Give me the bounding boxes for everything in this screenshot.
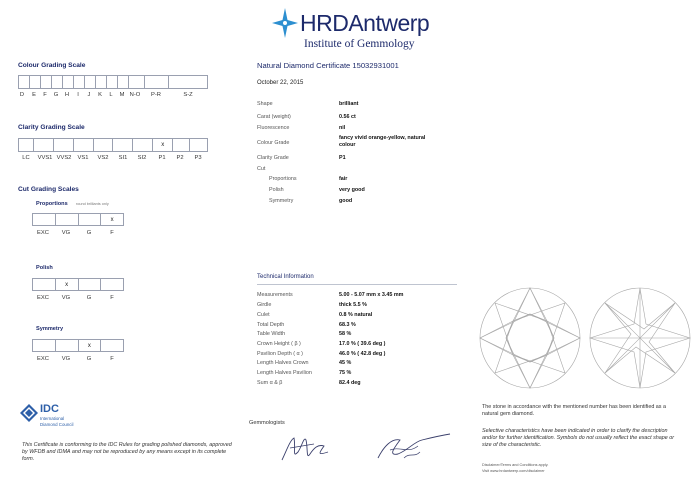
- clarity-cell: [94, 139, 114, 151]
- polish-cell: [101, 279, 124, 290]
- colour-label: H: [64, 92, 70, 98]
- proportions-grid: [32, 213, 124, 226]
- clarity-label: VS1: [77, 155, 89, 161]
- colour-cell: [85, 76, 96, 88]
- colour-scale-title: Colour Grading Scale: [18, 62, 86, 69]
- tech-key: Table Width: [257, 331, 286, 337]
- colour-cell: [19, 76, 30, 88]
- tech-value: 17.0 % ( 39.6 deg ): [339, 341, 386, 347]
- clarity-label: P1: [158, 155, 166, 161]
- clarity-scale-grid: [18, 138, 208, 152]
- tech-key: Culet: [257, 312, 270, 318]
- colour-cell: [169, 76, 208, 88]
- detail-value: very good: [339, 187, 365, 193]
- detail-key: Cut: [257, 166, 266, 172]
- symmetry-cell-marked: [79, 340, 102, 351]
- colour-scale-grid: [18, 75, 208, 89]
- certificate-title: Natural Diamond Certificate 15032931001: [257, 61, 399, 70]
- cut-scales-title: Cut Grading Scales: [18, 186, 79, 193]
- colour-label: D: [19, 92, 25, 98]
- clarity-cell: [113, 139, 133, 151]
- clarity-scale-title: Clarity Grading Scale: [18, 124, 85, 131]
- colour-label: L: [109, 92, 113, 98]
- colour-grade-value: fancy vivid orange-yellow, natural colour: [339, 135, 426, 148]
- proportions-mark: x: [110, 217, 114, 223]
- detail-value: fair: [339, 176, 348, 182]
- proportions-note: round brilliants only: [76, 202, 109, 206]
- detail-key: Symmetry: [269, 198, 294, 204]
- clarity-label: SI2: [137, 155, 147, 161]
- logo-text: HRDAntwerp: [300, 10, 430, 36]
- certificate-date: October 22, 2015: [257, 80, 304, 86]
- tech-key: Total Depth: [257, 322, 285, 328]
- tech-value: 46.0 % ( 42.8 deg ): [339, 351, 386, 357]
- signature-2: [374, 428, 454, 466]
- symmetry-mark: x: [87, 343, 91, 349]
- clarity-cell: [74, 139, 94, 151]
- gemmologists-label: Gemmologists: [249, 420, 285, 426]
- tech-value: 0.8 % natural: [339, 312, 373, 318]
- colour-cell: [118, 76, 129, 88]
- detail-value: 0.56 ct: [339, 114, 356, 120]
- disclaimer-text: Disclaimer/Terms and Conditions apply.: [482, 463, 549, 467]
- symmetry-cell: [33, 340, 56, 351]
- clarity-mark: x: [161, 142, 165, 148]
- idc-statement: This Certificate is conforming to the IDC Rules for grading polished diamonds, approved by WFDB and IDMA and may not be reproduced by any means except in its complete form.: [22, 442, 232, 462]
- detail-value: good: [339, 198, 353, 204]
- logo-subtitle: Institute of Gemmology: [304, 38, 415, 50]
- colour-cell: [96, 76, 107, 88]
- proportions-title: Proportions: [36, 201, 68, 207]
- diamond-pavilion-diagram: [588, 286, 692, 390]
- clarity-label: VVS2: [56, 155, 72, 161]
- tech-value: 45 %: [339, 360, 352, 366]
- tech-key: Length Halves Pavilion: [257, 370, 312, 376]
- colour-cell: [52, 76, 63, 88]
- proportions-cell-marked: [101, 214, 124, 225]
- polish-grid: [32, 278, 124, 291]
- tech-value: 75 %: [339, 370, 352, 376]
- colour-label: G: [53, 92, 59, 98]
- symmetry-cell: [56, 340, 79, 351]
- cut-label: F: [110, 295, 114, 301]
- tech-value: 5.00 - 5.07 mm x 3.45 mm: [339, 292, 404, 298]
- tech-key: Pavilion Depth ( α ): [257, 351, 303, 357]
- clarity-label: SI1: [118, 155, 128, 161]
- clarity-cell: [34, 139, 54, 151]
- colour-label: M: [119, 92, 125, 98]
- cut-label: F: [110, 230, 114, 236]
- clarity-cell-marked: [153, 139, 173, 151]
- colour-label: I: [77, 92, 79, 98]
- technical-divider: [257, 284, 457, 285]
- clarity-cell: [173, 139, 190, 151]
- polish-cell-marked: [56, 279, 79, 290]
- cut-label: F: [110, 356, 114, 362]
- technical-title: Technical Information: [257, 274, 314, 280]
- cut-label: VG: [61, 295, 71, 301]
- tech-value: 58 %: [339, 331, 352, 337]
- cut-label: EXC: [37, 356, 49, 362]
- colour-cell: [30, 76, 41, 88]
- hrd-logo: [272, 8, 452, 52]
- signature-1: [278, 430, 334, 466]
- detail-key: Proportions: [269, 176, 297, 182]
- proportions-cell: [33, 214, 56, 225]
- colour-label: F: [43, 92, 47, 98]
- colour-cell: [107, 76, 118, 88]
- cut-label: G: [86, 230, 92, 236]
- cut-label: VG: [61, 230, 71, 236]
- diamond-crown-diagram: [478, 286, 582, 390]
- clarity-label: VS2: [97, 155, 109, 161]
- star-icon: [272, 8, 298, 38]
- idc-diamond-icon: [20, 404, 38, 422]
- colour-label: J: [87, 92, 91, 98]
- proportions-cell: [79, 214, 102, 225]
- tech-value: thick 5.5 %: [339, 302, 367, 308]
- identification-note: The stone in accordance with the mentioned number has been identified as a natural gem diamond.: [482, 404, 666, 417]
- clarity-cell: [54, 139, 74, 151]
- colour-label: E: [32, 92, 36, 98]
- detail-key: Carat (weight): [257, 114, 291, 120]
- colour-cell: [129, 76, 145, 88]
- detail-key: Fluorescence: [257, 125, 290, 131]
- colour-cell: [63, 76, 74, 88]
- clarity-label: P3: [194, 155, 202, 161]
- symmetry-title: Symmetry: [36, 326, 64, 332]
- detail-key: Clarity Grade: [257, 155, 289, 161]
- tech-key: Length Halves Crown: [257, 360, 309, 366]
- tech-key: Sum α & β: [257, 380, 283, 386]
- proportions-cell: [56, 214, 79, 225]
- cut-label: VG: [61, 356, 71, 362]
- clarity-label: VVS1: [37, 155, 53, 161]
- detail-value: brilliant: [339, 101, 359, 107]
- clarity-label: LC: [22, 155, 30, 161]
- cut-label: G: [86, 295, 92, 301]
- tech-key: Measurements: [257, 292, 293, 298]
- detail-value: nil: [339, 125, 346, 131]
- colour-label: K: [98, 92, 102, 98]
- clarity-label: P2: [176, 155, 184, 161]
- colour-label: P-R: [151, 92, 161, 98]
- tech-value: 68.3 %: [339, 322, 356, 328]
- detail-key: Polish: [269, 187, 284, 193]
- cut-label: EXC: [37, 230, 49, 236]
- tech-value: 82.4 deg: [339, 380, 361, 386]
- symmetry-cell: [101, 340, 124, 351]
- polish-mark: x: [65, 282, 69, 288]
- polish-title: Polish: [36, 265, 53, 271]
- clarity-cell: [190, 139, 208, 151]
- detail-key: Shape: [257, 101, 273, 107]
- colour-label: N-O: [129, 92, 141, 98]
- cut-label: EXC: [37, 295, 49, 301]
- detail-value: P1: [339, 155, 346, 161]
- colour-cell: [145, 76, 169, 88]
- tech-key: Crown Height ( β ): [257, 341, 301, 347]
- tech-key: Girdle: [257, 302, 272, 308]
- colour-cell: [41, 76, 52, 88]
- cut-label: G: [86, 356, 92, 362]
- idc-sub2: Diamond Council: [40, 422, 74, 427]
- clarity-cell: [133, 139, 153, 151]
- detail-key: Colour Grade: [257, 140, 290, 146]
- colour-label: S-Z: [183, 92, 193, 98]
- idc-name: IDC: [40, 403, 59, 415]
- clarity-cell: [19, 139, 34, 151]
- polish-cell: [33, 279, 56, 290]
- symmetry-grid: [32, 339, 124, 352]
- characteristics-note: Selective characteristics have been indicated in order to clarify the description and/or for further identification. Symbols do not usually reflect the exact shape or size of the characteristic.: [482, 428, 675, 448]
- polish-cell: [79, 279, 102, 290]
- disclaimer-link[interactable]: Visit www.hrdantwerp.com/disclaimer: [482, 469, 545, 473]
- colour-cell: [74, 76, 85, 88]
- idc-sub1: International: [40, 416, 65, 421]
